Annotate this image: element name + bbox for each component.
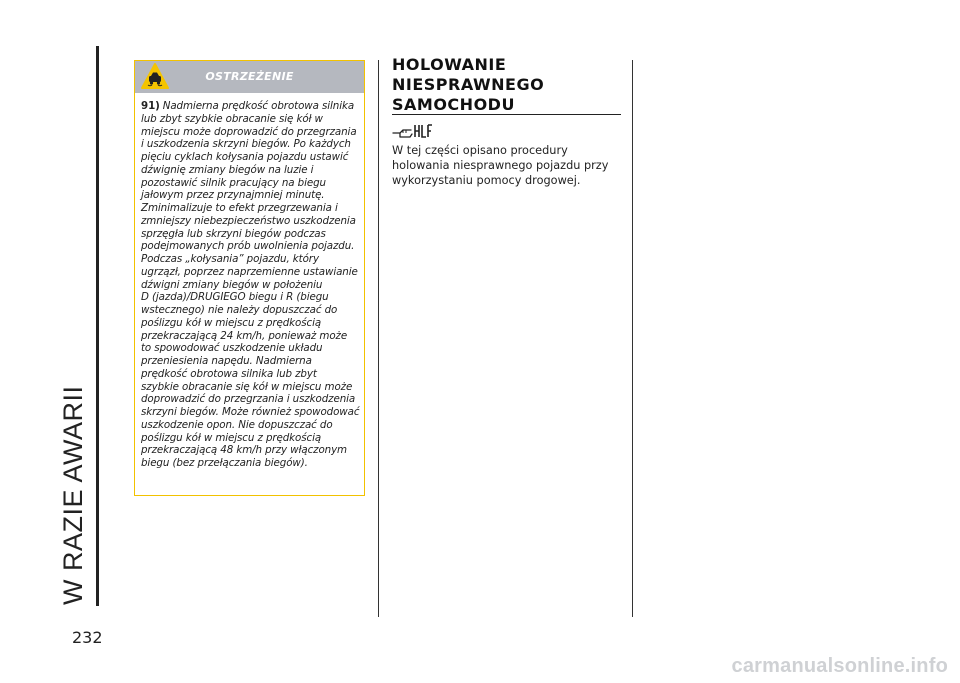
warning-line: jałowym przez przynajmniej minutę. xyxy=(141,189,325,202)
warning-line: dźwigni zmiany biegów w położeniu xyxy=(141,278,323,291)
warning-line: skrzyni biegów. Może również spowodować xyxy=(141,406,360,418)
column-divider-left xyxy=(378,60,379,617)
section-body-line: W tej części opisano procedury xyxy=(392,144,568,157)
warning-text xyxy=(141,100,361,470)
section-title-line: HOLOWANIE xyxy=(392,55,507,74)
warning-line: sprzęgła lub skrzyni biegów podczas xyxy=(141,227,326,240)
warning-line: przekraczającą 48 km/h przy włączonym xyxy=(141,444,347,457)
warning-line: ugrzązł, poprzez naprzemienne ustawianie xyxy=(141,265,358,278)
warning-line: podejmowanych prób uwolnienia pojazdu. xyxy=(141,240,355,253)
warning-line: lub zbyt szybkie obracanie się kół w xyxy=(141,112,323,125)
column-divider-right xyxy=(632,60,633,617)
section-body-line: holowania niesprawnego pojazdu przy xyxy=(392,159,609,172)
warning-line: poślizgu kół w miejscu z prędkością xyxy=(141,316,322,329)
warning-line: pozostawić silnik pracujący na biegu xyxy=(141,176,326,189)
warning-line: i uszkodzenia skrzyni biegów. Po każdych xyxy=(141,138,351,151)
warning-line: przeniesienia napędu. Nadmierna xyxy=(141,355,312,367)
warning-line: miejscu może doprowadzić do przegrzania xyxy=(141,125,357,138)
warning-title: OSTRZEŻENIE xyxy=(205,70,294,83)
warning-line: pięciu cyklach kołysania pojazdu ustawić xyxy=(141,151,349,163)
hand-pointer-icon xyxy=(392,121,434,139)
note-number: 91) xyxy=(141,100,160,112)
warning-line: Podczas „kołysania” pojazdu, który xyxy=(141,253,319,265)
warning-line: dźwignię zmiany biegów na luzie i xyxy=(141,163,314,176)
warning-line: prędkość obrotowa silnika lub zbyt xyxy=(141,367,317,380)
warning-line: Zminimalizuje to efekt przegrzewania i xyxy=(141,202,338,214)
warning-line: zmniejszy niebezpieczeństwo uszkodzenia xyxy=(141,214,356,227)
warning-line: poślizgu kół w miejscu z prędkością xyxy=(141,431,322,444)
chapter-rule xyxy=(96,46,99,606)
warning-line: wstecznego) nie należy dopuszczać do xyxy=(141,304,338,316)
warning-line: 91) Nadmierna prędkość obrotowa silnika xyxy=(141,100,355,112)
warning-line: biegu (bez przełączania biegów). xyxy=(141,457,308,469)
section-title-line: SAMOCHODU xyxy=(392,95,515,114)
section-title-line: NIESPRAWNEGO xyxy=(392,75,545,94)
section-body-line: wykorzystaniu pomocy drogowej. xyxy=(392,174,581,187)
section-title-rule xyxy=(392,114,621,115)
warning-header xyxy=(135,61,364,93)
section-title xyxy=(392,55,622,115)
warning-line: to spowodować uszkodzenie układu xyxy=(141,342,323,355)
warning-box xyxy=(134,60,365,496)
warning-line: przekraczającą 24 km/h, ponieważ może xyxy=(141,329,348,342)
section-body xyxy=(392,143,624,188)
warning-line: doprowadzić do przegrzania i uszkodzenia xyxy=(141,393,356,406)
chapter-title: W RAZIE AWARII xyxy=(58,385,88,605)
warning-line: D (jazda)/DRUGIEGO biegu i R (biegu xyxy=(141,291,329,304)
page-number: 232 xyxy=(72,628,103,647)
warning-line: szybkie obracanie się kół w miejscu może xyxy=(141,380,353,393)
warning-line: uszkodzenie opon. Nie dopuszczać do xyxy=(141,418,333,431)
watermark: carmanualsonline.info xyxy=(731,655,948,677)
